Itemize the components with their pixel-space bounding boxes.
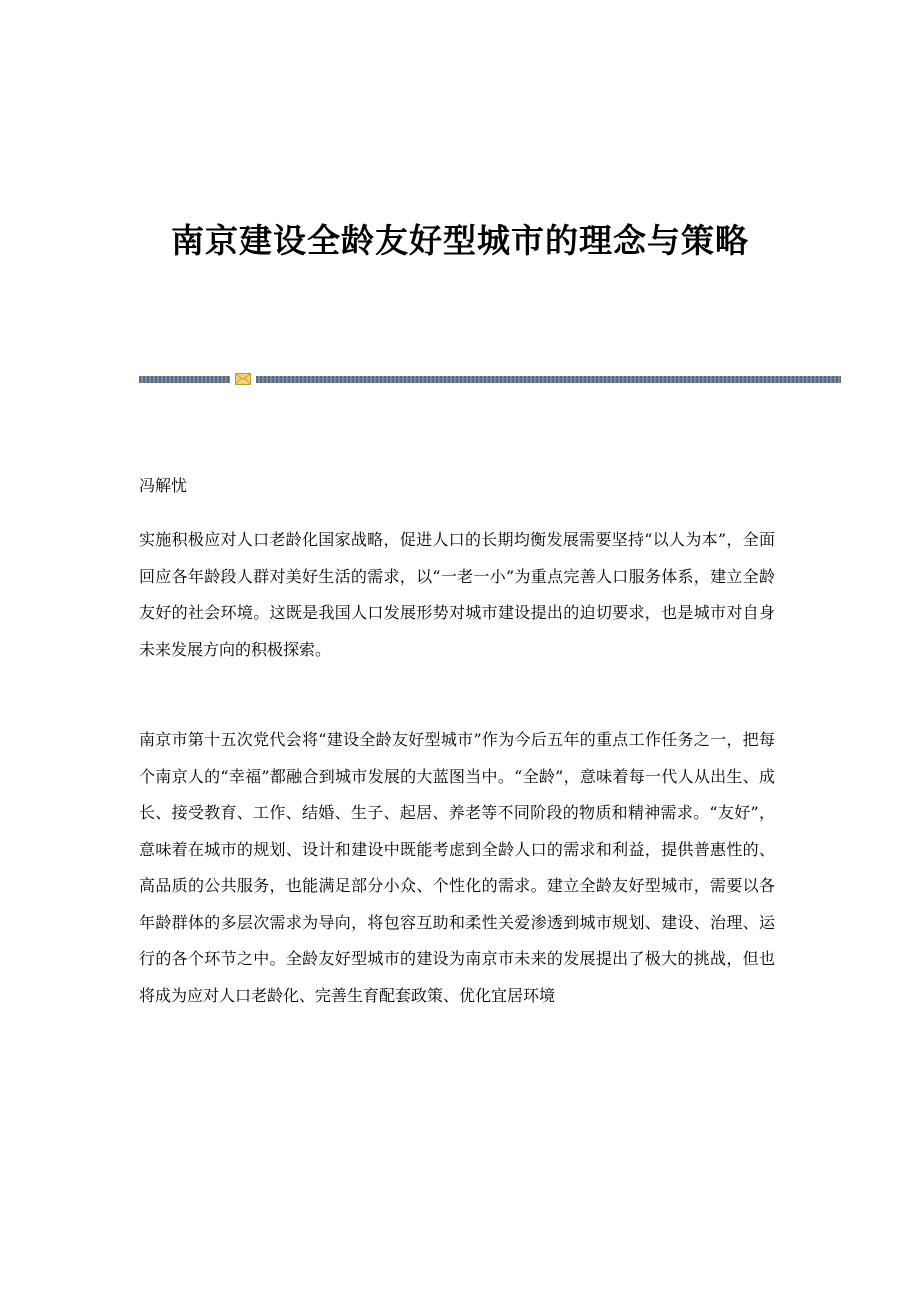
title-divider [139, 372, 841, 386]
divider-bar-right [256, 376, 841, 383]
body-paragraph-2: 南京市第十五次党代会将“建设全龄友好型城市”作为今后五年的重点工作任务之一，把每个南京人的“幸福”都融合到城市发展的大蓝图当中。“全龄”，意味着每一代人从出生、成长、接受教育、工作、结婚、生子、起居、养老等不同阶段的物质和精神需求。“友好”，意味着在城市的规划、设计和建设中既能考虑到全龄人口的需求和利益，提供普惠性的、高品质的公共服务，也能满足部分小众、个性化的需求。建立全龄友好型城市，需要以各年龄群体的多层次需求为导向，将包容互助和柔性关爱渗透到城市规划、建设、治理、运行的各个环节之中。全龄友好型城市的建设为南京市未来的发展提出了极大的挑战，但也将成为应对人口老龄化、完善生育配套政策、优化宜居环境 [139, 730, 775, 1005]
body-paragraph-1: 实施积极应对人口老龄化国家战略，促进人口的长期均衡发展需要坚持“以人为本”，全面回应各年龄段人群对美好生活的需求，以“一老一小”为重点完善人口服务体系，建立全龄友好的社会环境。这既是我国人口发展形势对城市建设提出的迫切要求，也是城市对自身未来发展方向的积极探索。 [139, 530, 775, 659]
divider-bar-left [139, 376, 230, 383]
envelope-ornament-icon [235, 373, 251, 385]
author-name: 冯解忧 [139, 476, 188, 495]
document-title: 南京建设全龄友好型城市的理念与策略 [171, 221, 749, 260]
